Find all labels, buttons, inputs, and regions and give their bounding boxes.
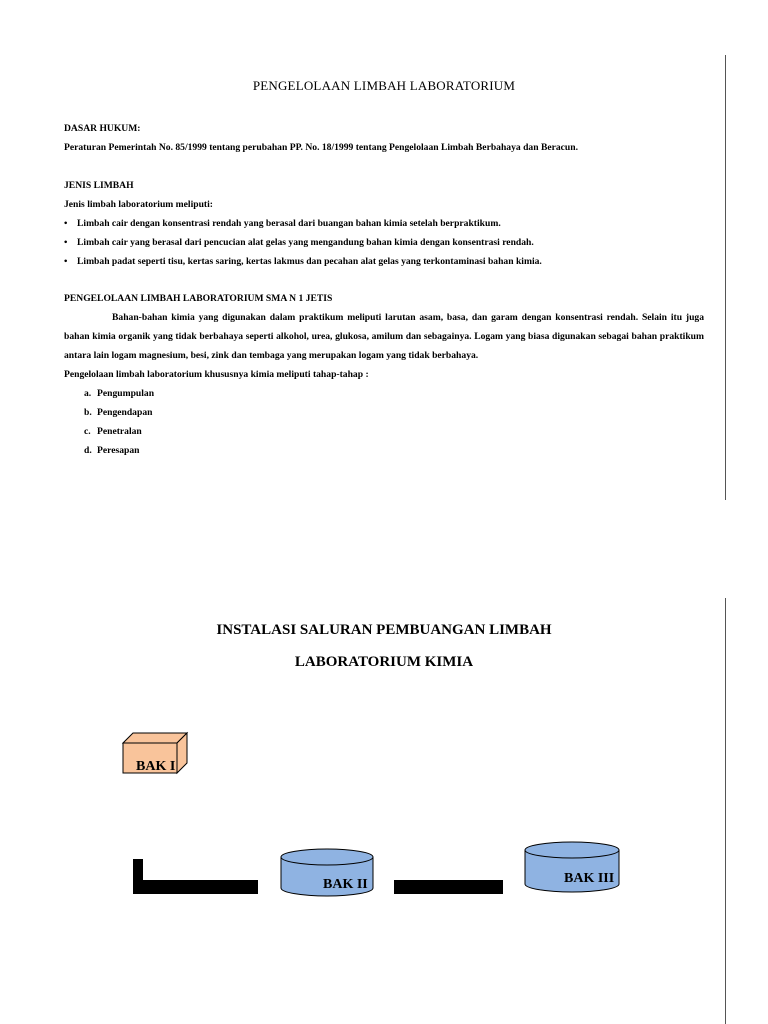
- instalasi-subtitle: LABORATORIUM KIMIA: [294, 654, 474, 670]
- list-label: Pengumpulan: [97, 388, 155, 399]
- list-item: [64, 422, 704, 441]
- section-jenis-limbah: [64, 176, 704, 271]
- list-item: [64, 384, 704, 403]
- list-marker: b.: [84, 407, 92, 418]
- list-marker: c.: [84, 426, 91, 437]
- section-intro: Jenis limbah laboratorium meliputi:: [64, 199, 213, 210]
- section-text: Peraturan Pemerintah No. 85/1999 tentang perubahan PP. No. 18/1999 tentang Pengelolaan Limbah Berbahaya dan Beracun.: [64, 142, 578, 153]
- instalasi-title: INSTALASI SALURAN PEMBUANGAN LIMBAH: [216, 622, 552, 638]
- section-paragraph: Bahan-bahan kimia yang digunakan dalam praktikum meliputi larutan asam, basa, dan garam dengan konsentrasi rendah. Selain itu juga bahan kimia organik yang tidak berbahaya seperti alkohol, urea, glukosa, amilum dan sebagainya. Logam yang biasa digunakan sebagai bahan praktikum antara lain logam magnesium, besi, zink dan tembaga yang merupakan logam yang tidak berbahaya.: [64, 312, 704, 361]
- list-item: • Limbah cair dengan konsentrasi rendah yang berasal dari buangan bahan kimia setelah berpraktikum.: [64, 214, 704, 233]
- bak-3-top: [525, 842, 619, 858]
- list-item: [64, 441, 704, 460]
- stages-intro: Pengelolaan limbah laboratorium khususnya kimia meliputi tahap-tahap :: [64, 369, 369, 380]
- list-item: • Limbah padat seperti tisu, kertas saring, kertas lakmus dan pecahan alat gelas yang terkontaminasi bahan kimia.: [64, 252, 704, 271]
- section-heading: JENIS LIMBAH: [64, 180, 134, 191]
- section-pengelolaan: [64, 289, 704, 460]
- bak-2-top: [281, 849, 373, 865]
- bak-2-cylinder: [281, 849, 373, 896]
- pipe-horizontal: [133, 880, 258, 894]
- bak-1-label: BAK I: [136, 759, 176, 774]
- section-heading: DASAR HUKUM:: [64, 123, 141, 134]
- document-title: PENGELOLAAN LIMBAH LABORATORIUM: [252, 78, 516, 93]
- bak-3-label: BAK III: [564, 871, 615, 886]
- stages-list: [64, 384, 704, 460]
- bak-1-top-face: [123, 733, 187, 743]
- list-label: Penetralan: [97, 426, 142, 437]
- list-item: • Limbah cair yang berasal dari pencucian alat gelas yang mengandung bahan kimia dengan konsentrasi rendah.: [64, 233, 704, 252]
- list-item: [64, 403, 704, 422]
- section-heading: PENGELOLAAN LIMBAH LABORATORIUM SMA N 1 JETIS: [64, 293, 333, 304]
- pipe-1: [133, 859, 258, 894]
- section-dasar-hukum: [64, 119, 704, 157]
- list-label: Peresapan: [97, 445, 140, 456]
- page-edge: [725, 55, 726, 500]
- list-label: Pengendapan: [97, 407, 153, 418]
- bak-2-label: BAK II: [323, 877, 368, 892]
- pipe-2: [394, 880, 503, 894]
- list-marker: d.: [84, 445, 92, 456]
- bak-3-cylinder: [525, 842, 619, 892]
- list-marker: a.: [84, 388, 92, 399]
- bak-1-box: [123, 733, 187, 774]
- instalasi-diagram: [0, 720, 768, 920]
- bullet-list: [64, 214, 704, 271]
